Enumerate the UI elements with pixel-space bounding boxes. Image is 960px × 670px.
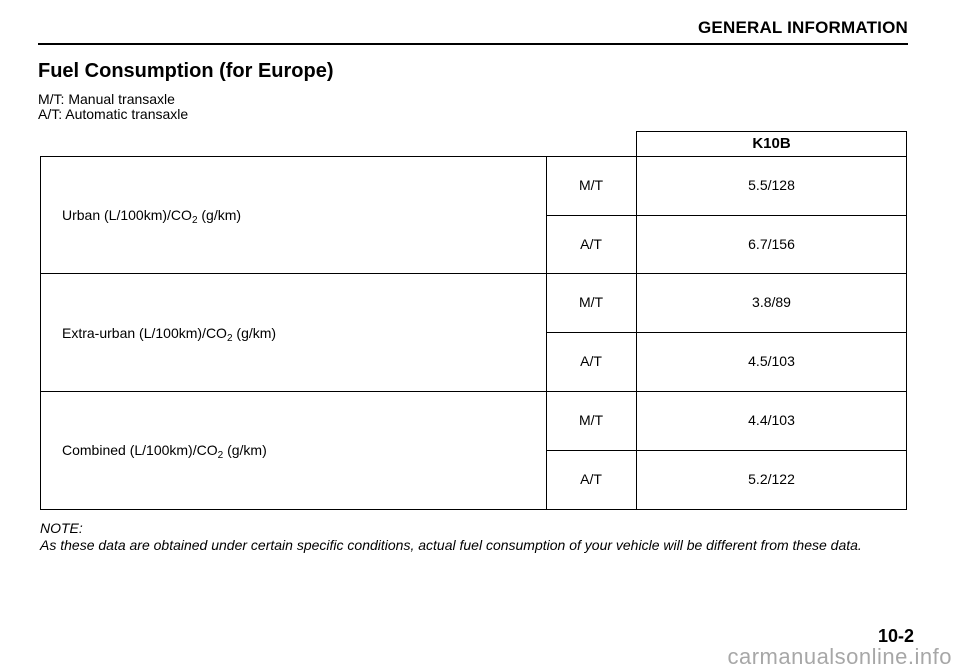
page-number: 10-2	[877, 626, 914, 646]
note-block	[40, 520, 862, 554]
value-mt-combined: 4.4/103	[748, 412, 795, 428]
note-text: As these data are obtained under certain specific conditions, actual fuel consumption of your vehicle will be different from these data.	[40, 537, 862, 553]
trans-at-combined: A/T	[580, 471, 602, 487]
page-header-title: GENERAL INFORMATION	[698, 18, 908, 37]
row-label-urban: Urban $(L/100km)/CO_2$ (g/km)	[62, 207, 242, 226]
header-rule	[38, 43, 908, 45]
trans-at-urban: A/T	[580, 236, 602, 252]
abbreviation-list	[38, 92, 188, 122]
column-header-k10b: K10B	[752, 135, 791, 152]
trans-at-extra-urban: A/T	[580, 353, 602, 369]
value-at-urban: 6.7/156	[748, 236, 795, 252]
trans-mt-extra-urban: M/T	[578, 294, 604, 310]
row-label-combined: Combined $(L/100km)/CO_2$ (g/km)	[62, 442, 267, 461]
fuel-consumption-table	[40, 131, 907, 510]
trans-mt-combined: M/T	[578, 412, 604, 428]
note-label: NOTE:	[40, 520, 83, 536]
abbreviation-mt: M/T: Manual transaxle	[38, 91, 175, 107]
section-title: Fuel Consumption (for Europe)	[38, 60, 334, 82]
row-label-extra-urban: Extra-urban $(L/100km)/CO_2$ (g/km)	[62, 325, 277, 344]
abbreviation-at: A/T: Automatic transaxle	[38, 106, 189, 122]
value-mt-extra-urban: 3.8/89	[752, 294, 791, 310]
value-at-combined: 5.2/122	[748, 471, 795, 487]
value-at-extra-urban: 4.5/103	[748, 353, 795, 369]
watermark: carmanualsonline.info	[727, 644, 952, 669]
value-mt-urban: 5.5/128	[748, 177, 795, 193]
trans-mt-urban: M/T	[578, 177, 604, 193]
